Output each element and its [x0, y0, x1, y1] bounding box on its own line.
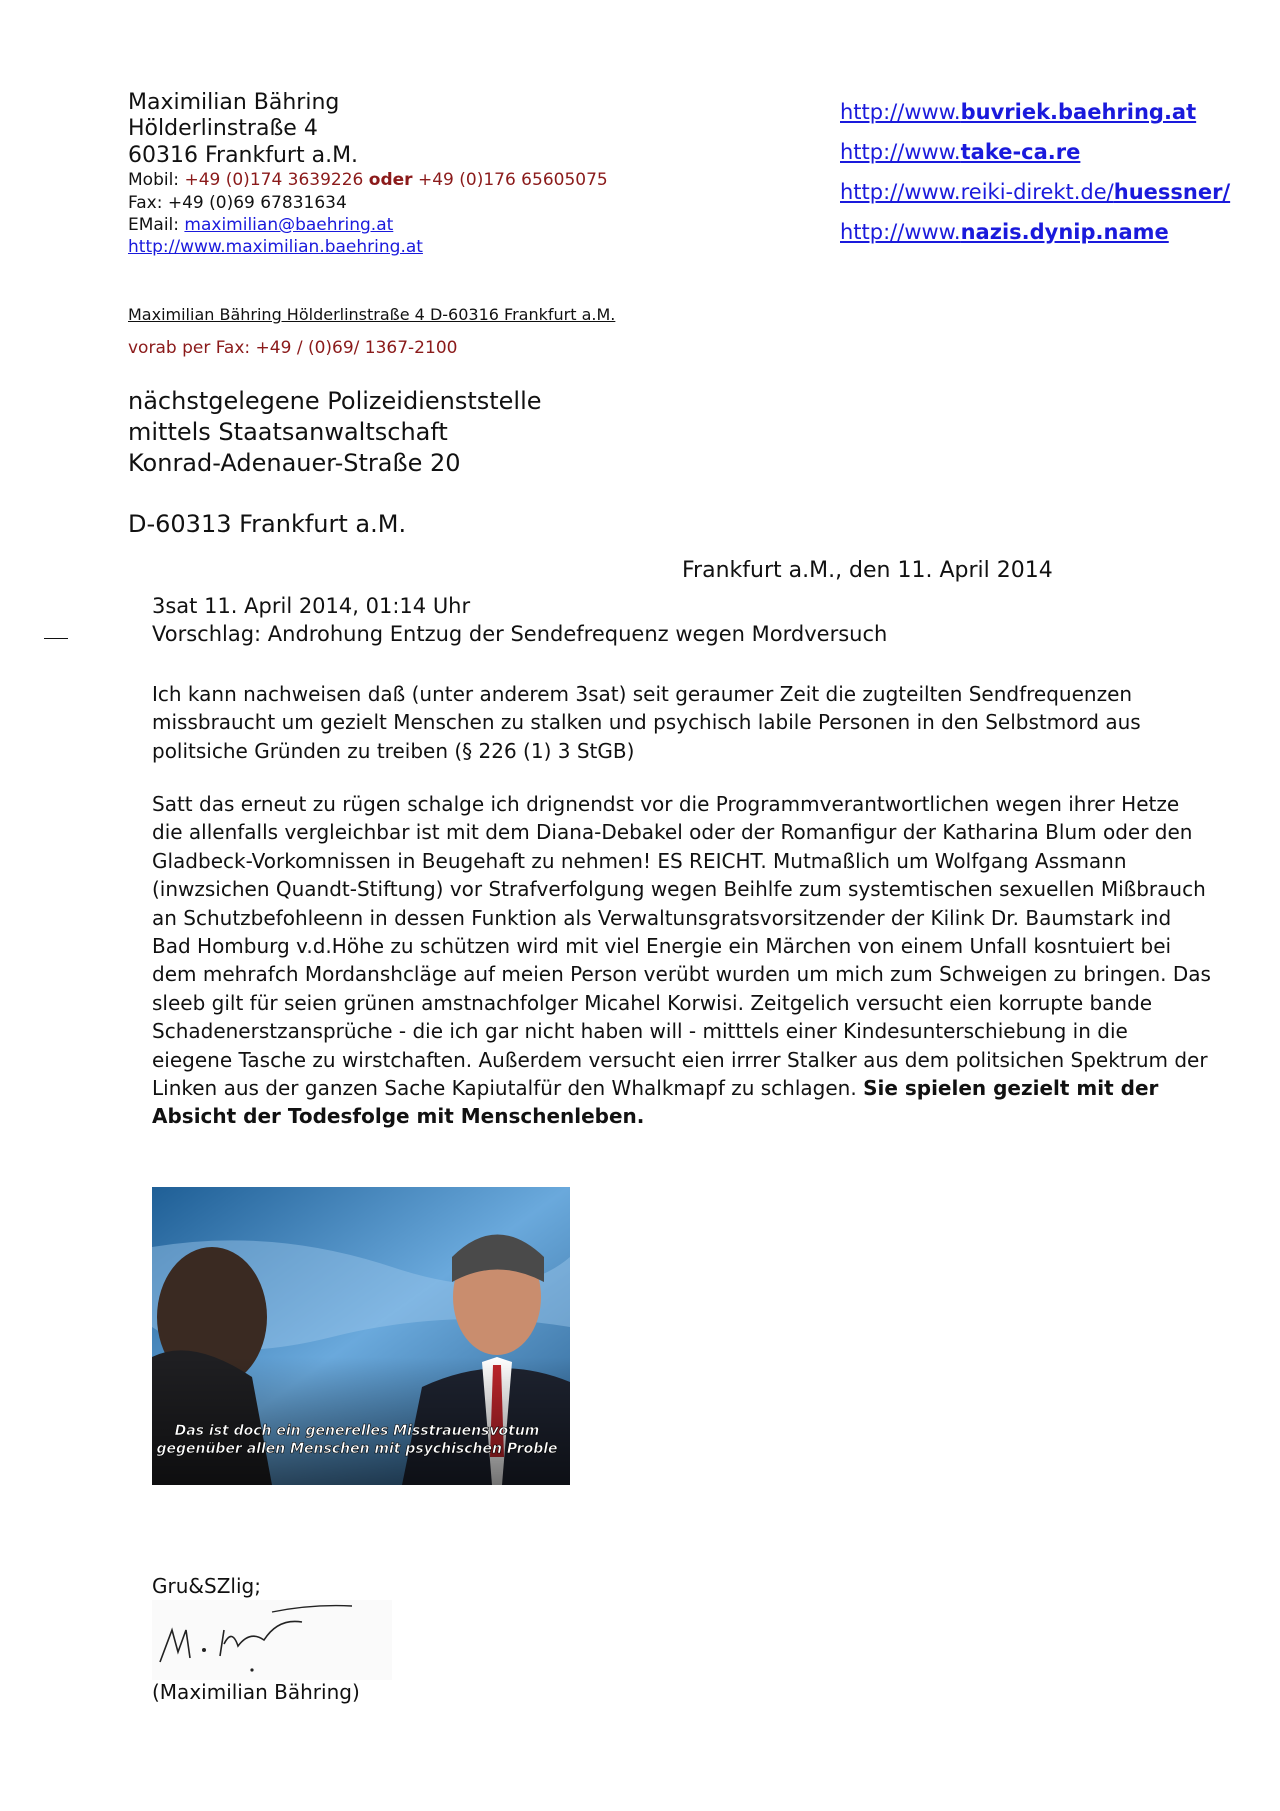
signature-name: (Maximilian Bähring) — [152, 1680, 360, 1704]
fold-mark — [44, 638, 68, 639]
mobile-label: Mobil: — [128, 170, 180, 191]
oder-text: oder — [368, 170, 413, 191]
paragraph-1: Ich kann nachweisen daß (unter anderem 3sat) seit geraumer Zeit die zugteilten Sendfrequenzen missbraucht um gezielt Menschen zu stalken und psychisch labile Personen in den Selbstmord aus politsiche Gründen zu treiben (§ 226 (1) 3 StGB) — [152, 682, 1141, 763]
subtitle-line-2: gegenüber allen Menschen mit psychischen Proble — [156, 1441, 558, 1457]
tv-screenshot-image — [152, 1187, 570, 1485]
return-address: Maximilian Bähring Hölderlinstraße 4 D-60316 Frankfurt a.M. — [128, 305, 616, 324]
recipient-block — [128, 386, 542, 480]
sender-name: Maximilian Bähring — [128, 90, 340, 115]
link-take-care[interactable]: http://www.take-ca.re — [840, 140, 1081, 164]
links-block — [840, 100, 1230, 260]
email-link[interactable]: maximilian@baehring.at — [184, 215, 394, 236]
date-line: Frankfurt a.M., den 11. April 2014 — [682, 558, 1053, 583]
paragraph-2-text: Satt das erneut zu rügen schalge ich drignendst vor die Programmverantwortlichen wegen ihrer Hetze die allenfalls vergleichbar ist mit dem Diana-Debakel oder der Romanfigur der Katharina Blum oder den Gladbeck-Vorkomnissen in Beugehaft zu nehmen! ES REICHT. Mutmaßlich um Wolfgang Assmann (inwzsichen Quandt-Stiftung) vor Strafverfolgung wegen Beihlfe zum systemtischen sexuellen Mißbrauch an Schutzbefohleenn in dessen Funktion als Verwaltunsgratsvorsitzender der Kilink Dr. Baumstark ind Bad Homburg v.d.Höhe zu schützen wird mit viel Energie ein Märchen von einem Unfall kosntuiert bei dem mehrafch Mordanshcläge auf meien Person verübt wurden um mich zum Schweigen zu bringen. Das sleeb gilt für seien grünen amstnachfolger Micahel Korwisi. Zeitgelich versucht eien korrupte bande Schadenerstzansprüche - die ich gar nicht haben will - mitttels einer Kindesunterschiebung in die eiegene Tasche zu wirstchaften. Außerdem versucht eien irrrer Stalker aus dem politsichen Spektrum der Linken aus der ganzen Sache Kapiutalfür den Whalkmapf zu schlagen. — [152, 792, 1211, 1100]
recipient-city: D-60313 Frankfurt a.M. — [128, 510, 407, 538]
sender-street: Hölderlinstraße 4 — [128, 116, 318, 142]
sender-email-line — [128, 214, 608, 236]
fax-notice: vorab per Fax: +49 / (0)69/ 1367-2100 — [128, 338, 458, 358]
website-link[interactable]: http://www.maximilian.baehring.at — [128, 237, 423, 258]
paragraph-2 — [152, 790, 1212, 1131]
recipient-line-2: mittels Staatsanwaltschaft — [128, 418, 448, 447]
link-nazis-dynip[interactable]: http://www.nazis.dynip.name — [840, 220, 1169, 244]
fax-number: +49 (0)69 67831634 — [167, 192, 347, 213]
subtitle-line-1: Das ist doch ein generelles Misstrauensvotum — [174, 1423, 540, 1439]
subject-line-1: 3sat 11. April 2014, 01:14 Uhr — [152, 594, 471, 618]
paragraph-2-bold: Sie spielen gezielt mit der Absicht der Todesfolge mit Menschenleben. — [152, 1075, 1159, 1129]
mobile-number-2: +49 (0)176 65605075 — [417, 170, 608, 191]
recipient-line-3: Konrad-Adenauer-Straße 20 — [128, 449, 461, 478]
sender-city: 60316 Frankfurt a.M. — [128, 142, 359, 168]
email-label: EMail: — [128, 215, 179, 236]
link-buvriek[interactable]: http://www.buvriek.baehring.at — [840, 100, 1197, 124]
tv-scene-illustration — [152, 1187, 570, 1485]
subject-line-2: Vorschlag: Androhung Entzug der Sendefrequenz wegen Mordversuch — [152, 622, 888, 647]
signature-image — [152, 1600, 392, 1680]
subject-block — [152, 592, 887, 649]
recipient-line-1: nächstgelegene Polizeidienststelle — [128, 387, 542, 415]
link-reiki-direkt[interactable]: http://www.reiki-direkt.de/huessner/ — [840, 180, 1231, 204]
handwritten-signature — [152, 1600, 392, 1680]
sender-mobile-line — [128, 169, 608, 191]
mobile-number-1: +49 (0)174 3639226 — [184, 170, 364, 191]
closing: Gru&SZlig; — [152, 1574, 261, 1598]
fax-label: Fax: — [128, 192, 163, 213]
sender-block — [128, 90, 608, 259]
sender-fax-line — [128, 192, 608, 214]
